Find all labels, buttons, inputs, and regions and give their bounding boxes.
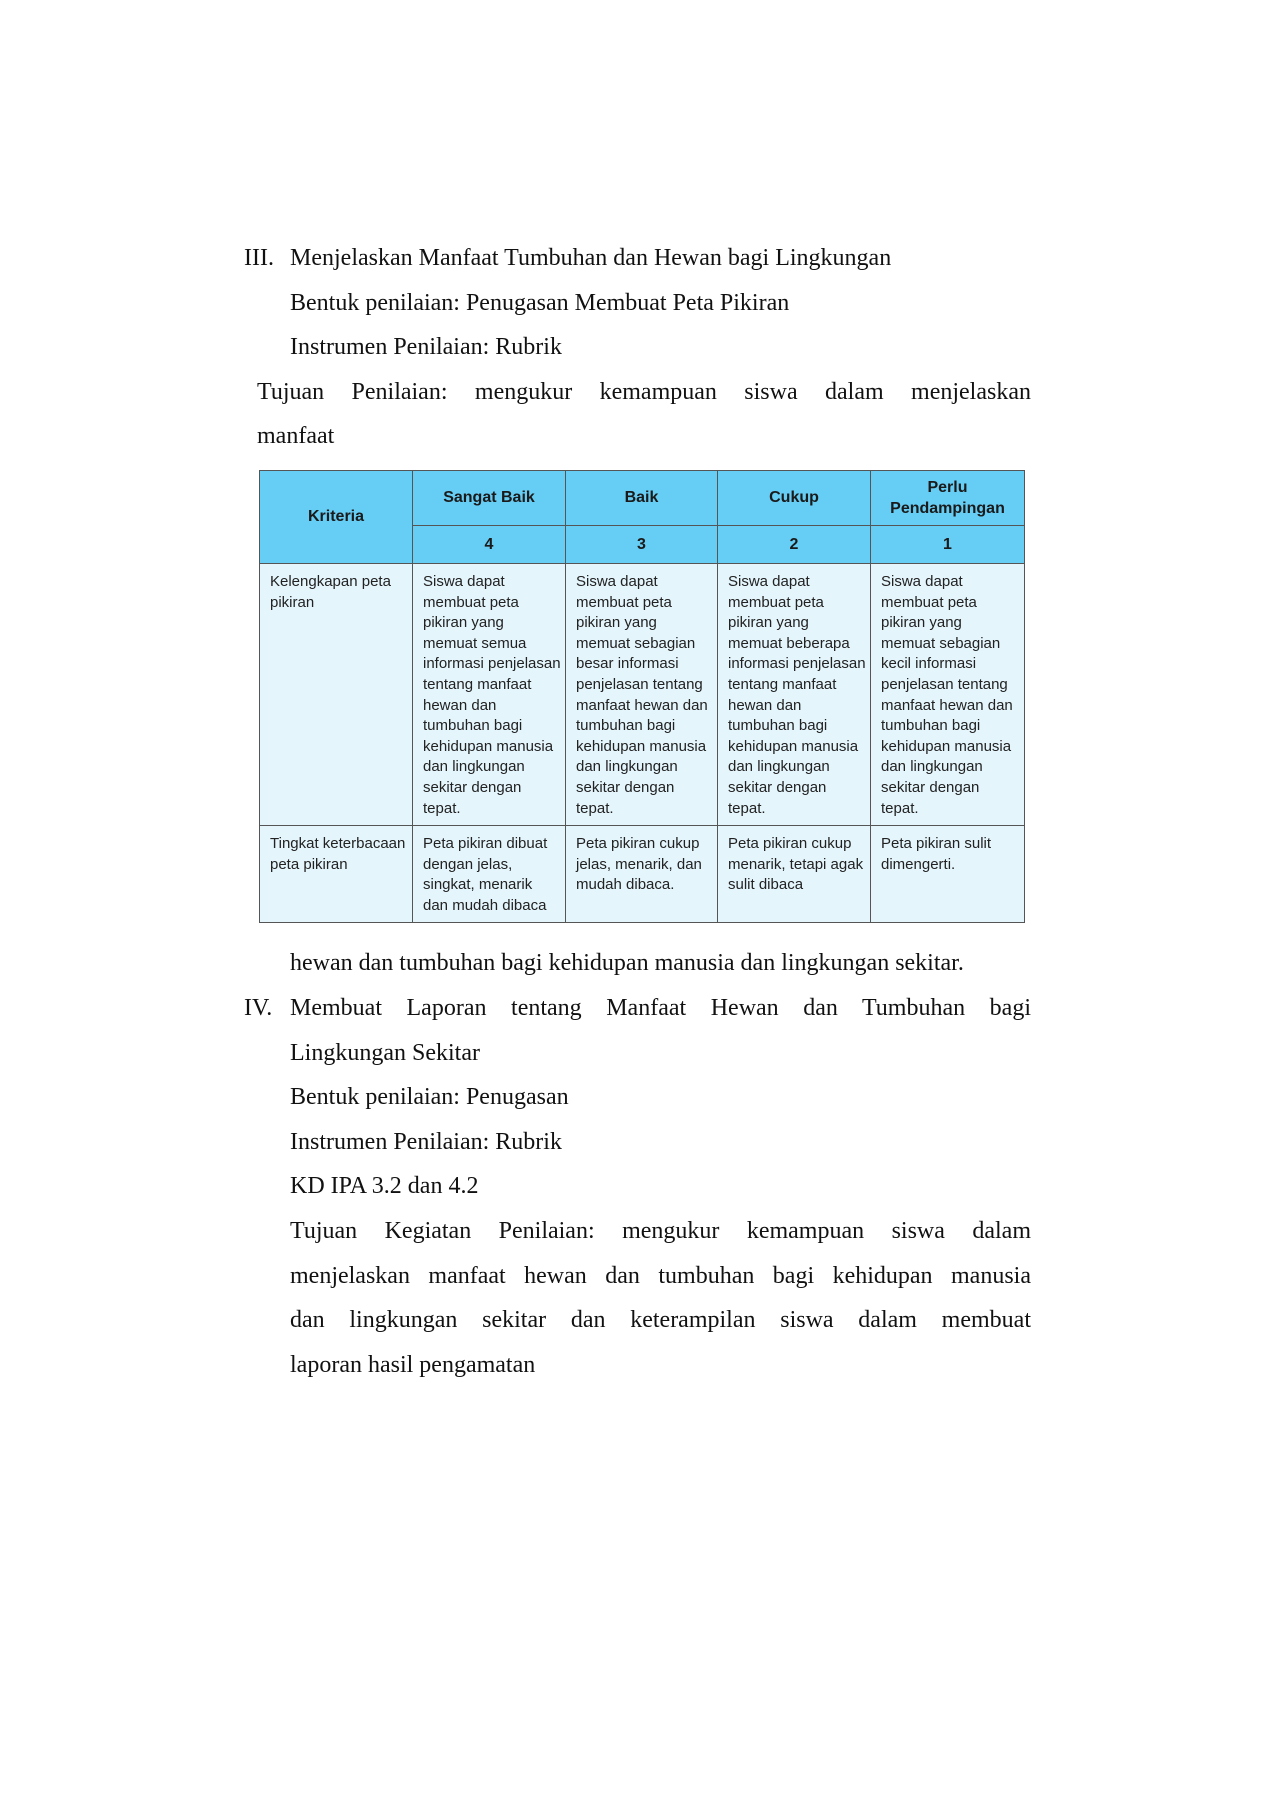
- section-number: IV.: [244, 995, 273, 1022]
- section-title: Menjelaskan Manfaat Tumbuhan dan Hewan bagi Lingkungan: [290, 245, 892, 271]
- section-number: III.: [244, 245, 274, 271]
- criteria-header: Kriteria: [260, 470, 413, 563]
- level-header: Perlu Pendampingan: [871, 470, 1025, 525]
- rubric-cell: Siswa dapat membuat peta pikiran yang memuat beberapa informasi penjelasan tentang manfaat hewan dan tumbuhan bagi kehidupan manusia dan lingkungan sekitar dengan tepat.: [718, 563, 871, 825]
- section-title: Membuat Laporan tentang Manfaat Hewan dan Tumbuhan bagi: [290, 995, 1031, 1022]
- assessment-instrument: Instrumen Penilaian: Rubrik: [290, 334, 562, 361]
- table-row: [260, 826, 1025, 923]
- level-header: Cukup: [718, 470, 871, 525]
- rubric-cell: Peta pikiran cukup jelas, menarik, dan mudah dibaca.: [566, 826, 718, 923]
- score-header: 4: [413, 525, 566, 563]
- competency: KD IPA 3.2 dan 4.2: [290, 1173, 479, 1200]
- section-title-cont: Lingkungan Sekitar: [290, 1039, 480, 1066]
- assessment-goal-cont: menjelaskan manfaat hewan dan tumbuhan bagi kehidupan manusia: [290, 1262, 1031, 1289]
- score-header: 3: [566, 525, 718, 563]
- rubric-cell: Peta pikiran cukup menarik, tetapi agak sulit dibaca: [718, 826, 871, 923]
- assessment-goal: Tujuan Kegiatan Penilaian: mengukur kemampuan siswa dalam: [290, 1218, 1031, 1245]
- rubric-table: [259, 470, 1025, 924]
- assessment-form: Bentuk penilaian: Penugasan Membuat Peta Pikiran: [290, 289, 790, 316]
- table-row: [260, 563, 1025, 825]
- level-header: Baik: [566, 470, 718, 525]
- assessment-goal: Tujuan Penilaian: mengukur kemampuan siswa dalam menjelaskan: [257, 378, 1031, 405]
- rubric-cell: Peta pikiran dibuat dengan jelas, singkat, menarik dan mudah dibaca: [413, 826, 566, 923]
- criterion-cell: Kelengkapan peta pikiran: [260, 563, 413, 825]
- rubric-cell: Siswa dapat membuat peta pikiran yang memuat semua informasi penjelasan tentang manfaat hewan dan tumbuhan bagi kehidupan manusia dan lingkungan sekitar dengan tepat.: [413, 563, 566, 825]
- assessment-form: Bentuk penilaian: Penugasan: [290, 1084, 569, 1111]
- rubric-cell: Peta pikiran sulit dimengerti.: [871, 826, 1025, 923]
- assessment-goal-wrap: [257, 370, 1031, 415]
- criterion-cell: Tingkat keterbacaan peta pikiran: [260, 826, 413, 923]
- document-body: [244, 236, 1031, 1387]
- assessment-goal-cont: hewan dan tumbuhan bagi kehidupan manusia dan lingkungan sekitar.: [290, 950, 964, 977]
- level-header: Sangat Baik: [413, 470, 566, 525]
- score-header: 2: [718, 525, 871, 563]
- assessment-instrument: Instrumen Penilaian: Rubrik: [290, 1128, 562, 1155]
- rubric-cell: Siswa dapat membuat peta pikiran yang memuat sebagian kecil informasi penjelasan tentang manfaat hewan dan tumbuhan bagi kehidupan manusia dan lingkungan sekitar dengan tepat.: [871, 563, 1025, 825]
- assessment-goal-cont: laporan hasil pengamatan: [290, 1351, 536, 1378]
- score-header: 1: [871, 525, 1025, 563]
- assessment-goal-cont: manfaat: [257, 423, 335, 450]
- rubric-cell: Siswa dapat membuat peta pikiran yang memuat sebagian besar informasi penjelasan tentang manfaat hewan dan tumbuhan bagi kehidupan manusia dan lingkungan sekitar dengan tepat.: [566, 563, 718, 825]
- assessment-goal-cont: dan lingkungan sekitar dan keterampilan siswa dalam membuat: [290, 1307, 1031, 1334]
